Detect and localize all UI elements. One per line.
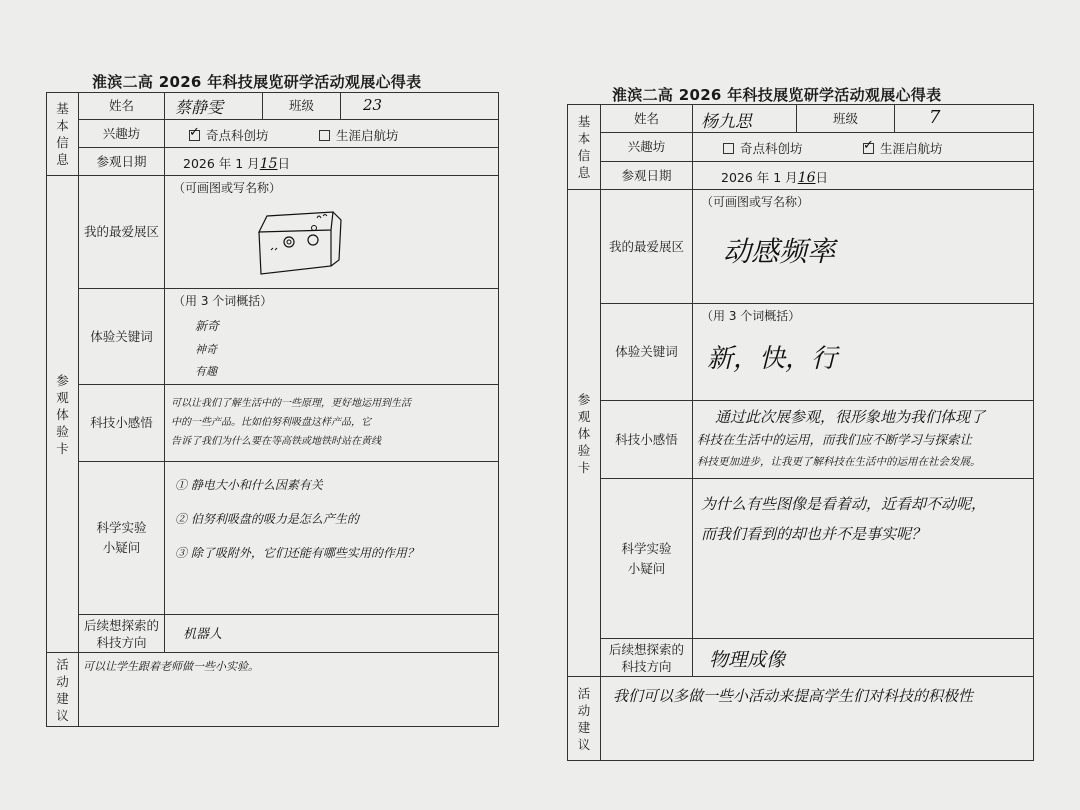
left-question-1: ① 静电大小和什么因素有关 <box>175 478 323 492</box>
left-interest-label: 兴趣坊 <box>79 120 165 148</box>
left-future-field[interactable] <box>165 615 499 653</box>
left-keyword-2: 神奇 <box>195 343 217 356</box>
right-fav-field[interactable] <box>693 190 1034 304</box>
left-interest-options <box>165 120 499 148</box>
right-keywords-value: 新，快，行 <box>707 344 838 374</box>
left-date-field[interactable]: 2026 年 1 月15日 <box>165 148 499 176</box>
right-fav-value: 动感频率 <box>723 235 836 268</box>
right-question-field[interactable] <box>693 479 1034 639</box>
right-name-field[interactable] <box>693 105 797 133</box>
right-keywords-prompt: （用 3 个词概括） <box>701 309 801 323</box>
right-future-field[interactable] <box>693 639 1034 677</box>
right-option-qidian[interactable]: 奇点科创坊 <box>723 139 803 157</box>
right-feeling-line-2: 科技在生活中的运用，而我们应不断学习与探索让 <box>697 432 973 447</box>
left-date-label: 参观日期 <box>79 148 165 176</box>
right-form-table <box>567 104 1034 761</box>
left-keywords-field[interactable] <box>165 289 499 385</box>
left-name-label: 姓名 <box>79 93 165 120</box>
left-suggest-field[interactable] <box>79 653 499 727</box>
left-suggest-value: 可以让学生跟着老师做一些小实验。 <box>83 660 259 673</box>
left-section-card: 参 观 体 验 卡 <box>47 176 79 653</box>
left-question-3: ③ 除了吸附外，它们还能有哪些实用的作用？ <box>175 546 419 560</box>
right-option-shengya[interactable]: ✓ 生涯启航坊 <box>863 139 943 157</box>
left-checkbox-qidian[interactable] <box>189 130 200 141</box>
right-feeling-label: 科技小感悟 <box>601 401 693 479</box>
right-suggest-value: 我们可以多做一些小活动来提高学生们对科技的积极性 <box>613 687 974 705</box>
right-feeling-field[interactable] <box>693 401 1034 479</box>
left-feeling-field[interactable] <box>165 385 499 462</box>
right-class-field[interactable] <box>895 105 1034 133</box>
left-feeling-line-1: 可以让我们了解生活中的一些原理，更好地运用到生活 <box>171 398 411 409</box>
left-question-2: ② 伯努利吸盘的吸力是怎么产生的 <box>175 512 359 526</box>
right-question-2: 而我们看到的却也并不是事实呢？ <box>701 525 927 543</box>
left-feeling-line-2: 中的一些产品。比如伯努利吸盘这样产品，它 <box>171 417 371 428</box>
left-fav-label: 我的最爱展区 <box>79 176 165 289</box>
left-question-field[interactable] <box>165 462 499 615</box>
left-future-label: 后续想探索的 科技方向 <box>79 615 165 653</box>
right-future-value: 物理成像 <box>709 649 786 671</box>
left-feeling-label: 科技小感悟 <box>79 385 165 462</box>
right-name-value: 杨九思 <box>701 112 752 132</box>
right-future-label: 后续想探索的 科技方向 <box>601 639 693 677</box>
left-section-suggest: 活 动 建 议 <box>47 653 79 727</box>
left-class-field[interactable] <box>341 93 499 120</box>
left-date-day: 15 <box>259 156 278 172</box>
right-name-label: 姓名 <box>601 105 693 133</box>
right-section-card: 参 观 体 验 卡 <box>568 190 601 677</box>
left-fav-prompt: （可画图或写名称） <box>173 181 282 195</box>
left-section-basic: 基 本 信 息 <box>47 93 79 176</box>
right-interest-options <box>693 133 1034 162</box>
right-suggest-field[interactable] <box>601 677 1034 761</box>
left-checkbox-shengya[interactable] <box>319 130 330 141</box>
left-keyword-1: 新奇 <box>195 319 220 333</box>
left-fav-field[interactable] <box>165 176 499 289</box>
right-section-basic: 基 本 信 息 <box>568 105 601 190</box>
right-fav-label: 我的最爱展区 <box>601 190 693 304</box>
right-checkbox-shengya[interactable] <box>863 143 874 154</box>
right-form-title: 淮滨二高 2026 年科技展览研学活动观展心得表 <box>612 86 942 104</box>
right-section-suggest: 活 动 建 议 <box>568 677 601 761</box>
left-feeling-line-3: 告诉了我们为什么要在等高铁或地铁时站在黄线 <box>171 436 381 447</box>
right-question-1: 为什么有些图像是看着动，近看却不动呢， <box>701 495 987 513</box>
left-keyword-3: 有趣 <box>195 365 217 378</box>
left-name-value: 蔡静雯 <box>175 98 224 117</box>
right-interest-label: 兴趣坊 <box>601 133 693 162</box>
right-class-label: 班级 <box>797 105 895 133</box>
right-date-field[interactable]: 2026 年 1 月16日 <box>693 162 1034 190</box>
right-keywords-field[interactable] <box>693 304 1034 401</box>
right-fav-prompt: （可画图或写名称） <box>701 195 810 209</box>
right-date-day: 16 <box>797 170 816 186</box>
left-option-qidian[interactable]: ✓ 奇点科创坊 <box>189 126 269 144</box>
right-checkbox-qidian[interactable] <box>723 143 734 154</box>
right-date-label: 参观日期 <box>601 162 693 190</box>
left-form-title: 淮滨二高 2026 年科技展览研学活动观展心得表 <box>92 73 422 91</box>
right-keywords-label: 体验关键词 <box>601 304 693 401</box>
left-option-shengya[interactable]: 生涯启航坊 <box>319 126 399 144</box>
left-class-label: 班级 <box>263 93 341 120</box>
left-keywords-prompt: （用 3 个词概括） <box>173 294 273 308</box>
right-feeling-line-3: 科技更加进步，让我更了解科技在生活中的运用在社会发展。 <box>697 456 981 468</box>
left-fav-drawing <box>251 204 351 278</box>
left-name-field[interactable] <box>165 93 263 120</box>
left-class-value: 23 <box>363 96 383 114</box>
right-question-label: 科学实验 小疑问 <box>601 479 693 639</box>
right-feeling-line-1: 通过此次展参观，很形象地为我们体现了 <box>715 408 986 426</box>
left-future-value: 机器人 <box>183 627 223 642</box>
right-class-value: 7 <box>929 107 941 128</box>
left-keywords-label: 体验关键词 <box>79 289 165 385</box>
left-question-label: 科学实验 小疑问 <box>79 462 165 615</box>
left-form-table <box>46 92 499 727</box>
